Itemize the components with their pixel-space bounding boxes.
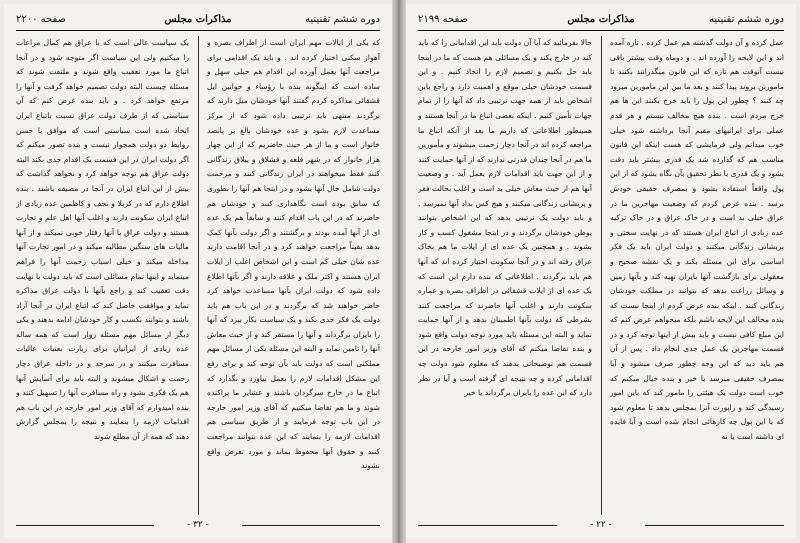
- column-divider: [198, 36, 199, 515]
- footer-rule: [242, 525, 380, 526]
- header-page-number: صفحه ۲۲۰۰: [16, 14, 67, 25]
- page-header: [418, 10, 784, 31]
- page-footer: [16, 517, 380, 533]
- right-page: [406, 4, 796, 539]
- footer-rule: [16, 525, 154, 526]
- text-columns: [16, 36, 380, 515]
- footer-rule: [418, 525, 557, 526]
- footer-rule: [645, 525, 784, 526]
- text-column-left: حالا بفرمائید که آیا آن دولت باید این اقداماتی را که باید کند در خارج یکند و یک مسائلی هم هست که ما در اینجا باید حل بکنیم و تصمیم لازم را اتخاذ کنیم . و این قسمت خودشان خیلی موقع و اهمیت دارد و راجع باین اشخاص باید از همه جهت ترتیبی داد که آنها را از تمام جهات تأمین کنیم . اینکه بعضی اتباع ما در آنجا هستند و همینطور اطلاعاتی که داریم ما بعد از آنکه اتباع ما مراجعه کرده اند در آنجا دچار زحمت میشوند و مأمورین ما هم در آنجا چندان قدرتی ندارند که از آنها حمایت کنند و از این جهت باید اقدامات لازم بعمل آید . و وضعیت آنها هم از حیث معاش خیلی بد است و اغلب بحالت فقر و پریشانی زندگانی میکنند و هیچ کس بداد آنها نمیرسد . و باید دولت یک ترتیبی بدهد که این اشخاص بتوانند بوطن خودشان برگردند و در اینجا مشغول کسب و کار بشوند . و همچنین یک عده ای از ایلات ما هم بخاک عراق رفته اند و در آنجا سکونت اختیار کرده اند که آنها هم باید برگردند . اطلاعاتی که بنده دارم این است که یک عده ای از ایلات قشقائی در اطراف بصره و عماره سکونت دارند و اغلب آنها حاضرند که مراجعت کنند بشرطی که دولت بآنها اطمینان بدهد و از آنها حمایت نماید و البته این مسئله باید مورد توجه دولت واقع شود و بنده تقاضا میکنم که آقای وزیر امور خارجه در این قسمت هم توضیحاتی بدهند که معلوم شود دولت چه اقداماتی کرده و چه نتیجه ای گرفته است و آیا در نظر دارد که این عده را بایران برگرداند یا خیر: [418, 38, 592, 398]
- footer-page-number: - ۲۲ -: [590, 520, 612, 530]
- page-footer: [418, 517, 784, 533]
- page-header: [16, 10, 380, 31]
- book-gutter: [392, 0, 406, 543]
- text-column-left: یک سیاست عالی است که با عراق هم کمال مراعات را میکنیم ولی این سیاست اگر متوجه شود و در آنجا اتباع ما مورد تعقیب واقع شوند و ملتفت شوند که مسئله چیست البته دولت تصمیم خواهد گرفت و آنها را مرتفع خواهد کرد . و باید بنده عرض کنم که آن سیاستی که از طرف دولت عراق نسبت باتباع ایران اتخاذ شده است سیاستی است که موافق با حسن روابط دو دولت همجوار نیست و بنده تصور میکنم که اگر دولت ایران در این قسمت یک اقدام جدی بکند البته دولت عراق هم توجه خواهد کرد و نخواهد گذاشت که بیش از این اتباع ایران در آنجا در مضیقه باشند . بنده اطلاع دارم که در کربلا و نجف و کاظمین عده زیادی از اتباع ایران سکونت دارند و اغلب آنها اهل علم و تجارت هستند و دولت عراق با آنها رفتار خوبی نمیکند و از آنها مالیات های سنگین مطالبه میکند و در امور تجارت آنها مداخله میکند و خیلی اسباب زحمت آنها را فراهم مینماید و اینها تمام مسائلی است که باید دولت با نهایت دقت تعقیب کند و راجع بآنها با دولت عراق مذاکره نماید و موافقت حاصل کند که اتباع ایران در آنجا آزاد باشند و بتوانند بکسب و کار خودشان ادامه بدهند و یکی دیگر از مسائل مهم مسئله زوار است که همه ساله عده زیادی از ایرانیان برای زیارت بعتبات عالیات مسافرت میکنند و در سرحد و در داخله عراق دچار زحمت و اشکال میشوند و البته باید برای آسایش آنها هم یک فکری بشود و راه مسافرت آنها را تسهیل کنند و بنده امیدوارم که آقای وزیر امور خارجه در این باب هم اقدامات لازمه را بنمایند و نتیجه را بمجلس گزارش دهند که همه از آن مطلع شوند: [16, 38, 189, 442]
- text-column-right: که یکی از ایالات مهم ایران است از اطراف بصره و آهواز سکنی اختیار کرده اند . و باید یک اقدامی برای مراجعت آنها بعمل آورده این اقدام هم خیلی سهل و ساده است که اینگونه بنده با رؤساء و خوانین ایل قشقائی مذاکره کردم گفتند آنها خودشان میل دارند که برگردند منتهی باید ترتیبی داده شود که از مرکز مساعدت لازم بشود و عده خودشان بالغ بر پانصد خانوار است و ما از هر حیث حاضریم که از این چهار هزار خانوار که در شهر قلعه و قشلاق و ییلاق زندگانی کنند فقط میخواهند در ایران زندگانی کنند و مرحمت دولت شامل حال آنها بشود و در اینجا هم آنها را بطوری که سابق بوده است نگاهداری کنند و خودشان هم حاضرند که در این باب اقدام کنند و سابقاً هم یک عده ای از آنها آمده بودند و برگشتند و اگر دولت بآنها کمک بدهد یقیناً مراجعت خواهند کرد و در آنجا اقامت دارند عده شان خیلی کم است و این اشخاص اغلب از ایلات ایران هستند و اکثر ملک و علاقه دارند و اگر بآنها اطلاع داده شود که دولت ایران بآنها مساعدت خواهد کرد حاضر خواهند شد که برگردند و در این باب هم باید دولت یک فکر جدی بکند و یک سیاست بکار ببرد که آنها را بایران برگرداند و آنها را مستقر کند و از حیث معاش آنها را تامین نماید و البته این مسئله یکی از مسائل مهم مملکتی است که دولت باید بآن توجه کند و برای رفع این مشکل اقدامات لازم را بعمل بیاورد و نگذارد که اتباع ما در خارج سرگردان باشند و عشایر ما پراکنده شوند و ما هم تقاضا میکنیم که آقای وزیر امور خارجه در این باب توجه فرمایند و از طریق سیاسی هم اقدامات لازمه را بنمایند که این عده بتوانند مراجعت کنند و حقوق آنها محفوظ بماند و مورد تعرض واقع نشوند: [207, 38, 380, 471]
- header-page-number: صفحه ۲۱۹۹: [418, 14, 469, 25]
- text-column-right: عمل کرده و آن دولت گذشته هم عمل کرده . تازه آمده اند و این لایحه را آورده اند . و دوماه وقت بیشتر باقی نیست آنوقت هم تازه که این قانون میگذرانند بکنند تا مامورین بروند پیدا کنند و بعد ما بین این مامورین میرود چه کنند ؟ چطور این پول را باید خرج بکنند این ها هم خرج مردم است . بنده هیچ مخالف نیستم و هر قدم عملی برای ایرانیهای مقیم آنجا برداشته شود خیلی خوب میدانم ولی فرمایشی که هست اینکه این قانون مناسب هم که گذارده شد یک قدری بیشتر باید دقت بشود و یک قدری با نظر تحقیق بآن نگاه بشود که از این پول واقعاً استفاده بشود و بمصرف حقیقی خودش برسد . بنده عرض کردم که وضعیت مهاجرین ما در عراق خیلی بد است و در خاک عراق و در خاک ترکیه عده زیادی از اتباع ایران هستند که در نهایت سختی و پریشانی زندگانی میکنند و دولت ایران باید یک فکر اساسی برای این مسئله بکند و یک نقشه صحیح و معقولی برای بازگشت آنها بایران تهیه کند و بآنها زمین و وسائل زراعت بدهد که بتوانند در مملکت خودشان زندگانی کنند . اینکه بنده عرض کردم از اینجا نیست که بنده مخالف این لایحه باشم بلکه میخواهم عرض کنم که این مبلغ کافی نیست و باید بیش از اینها توجه کرد و در قسمت مهاجرین یک عمل جدی انجام داد . پس از آن هم باید دید که این وجه چطور صرف میشود و آیا بمصرف حقیقی میرسد یا خیر و بنده خیال میکنم که خوب است دولت یک هیئتی را مامور کند که باین امور رسیدگی کند و راپورت آنرا بمجلس بدهد تا معلوم شود که با این پول چه کارهائی انجام شده است و آیا فایده ای داشته است یا نه: [610, 38, 784, 442]
- footer-page-number: - ۳۲ -: [187, 520, 209, 530]
- left-page: [4, 4, 392, 539]
- header-section: دوره ششم تقنینیه: [305, 14, 380, 25]
- header-section: دوره ششم تقنینیه: [709, 14, 784, 25]
- header-title: مذاکرات مجلس: [164, 14, 232, 25]
- text-columns: [418, 36, 784, 515]
- column-divider: [601, 36, 602, 515]
- header-title: مذاکرات مجلس: [567, 14, 635, 25]
